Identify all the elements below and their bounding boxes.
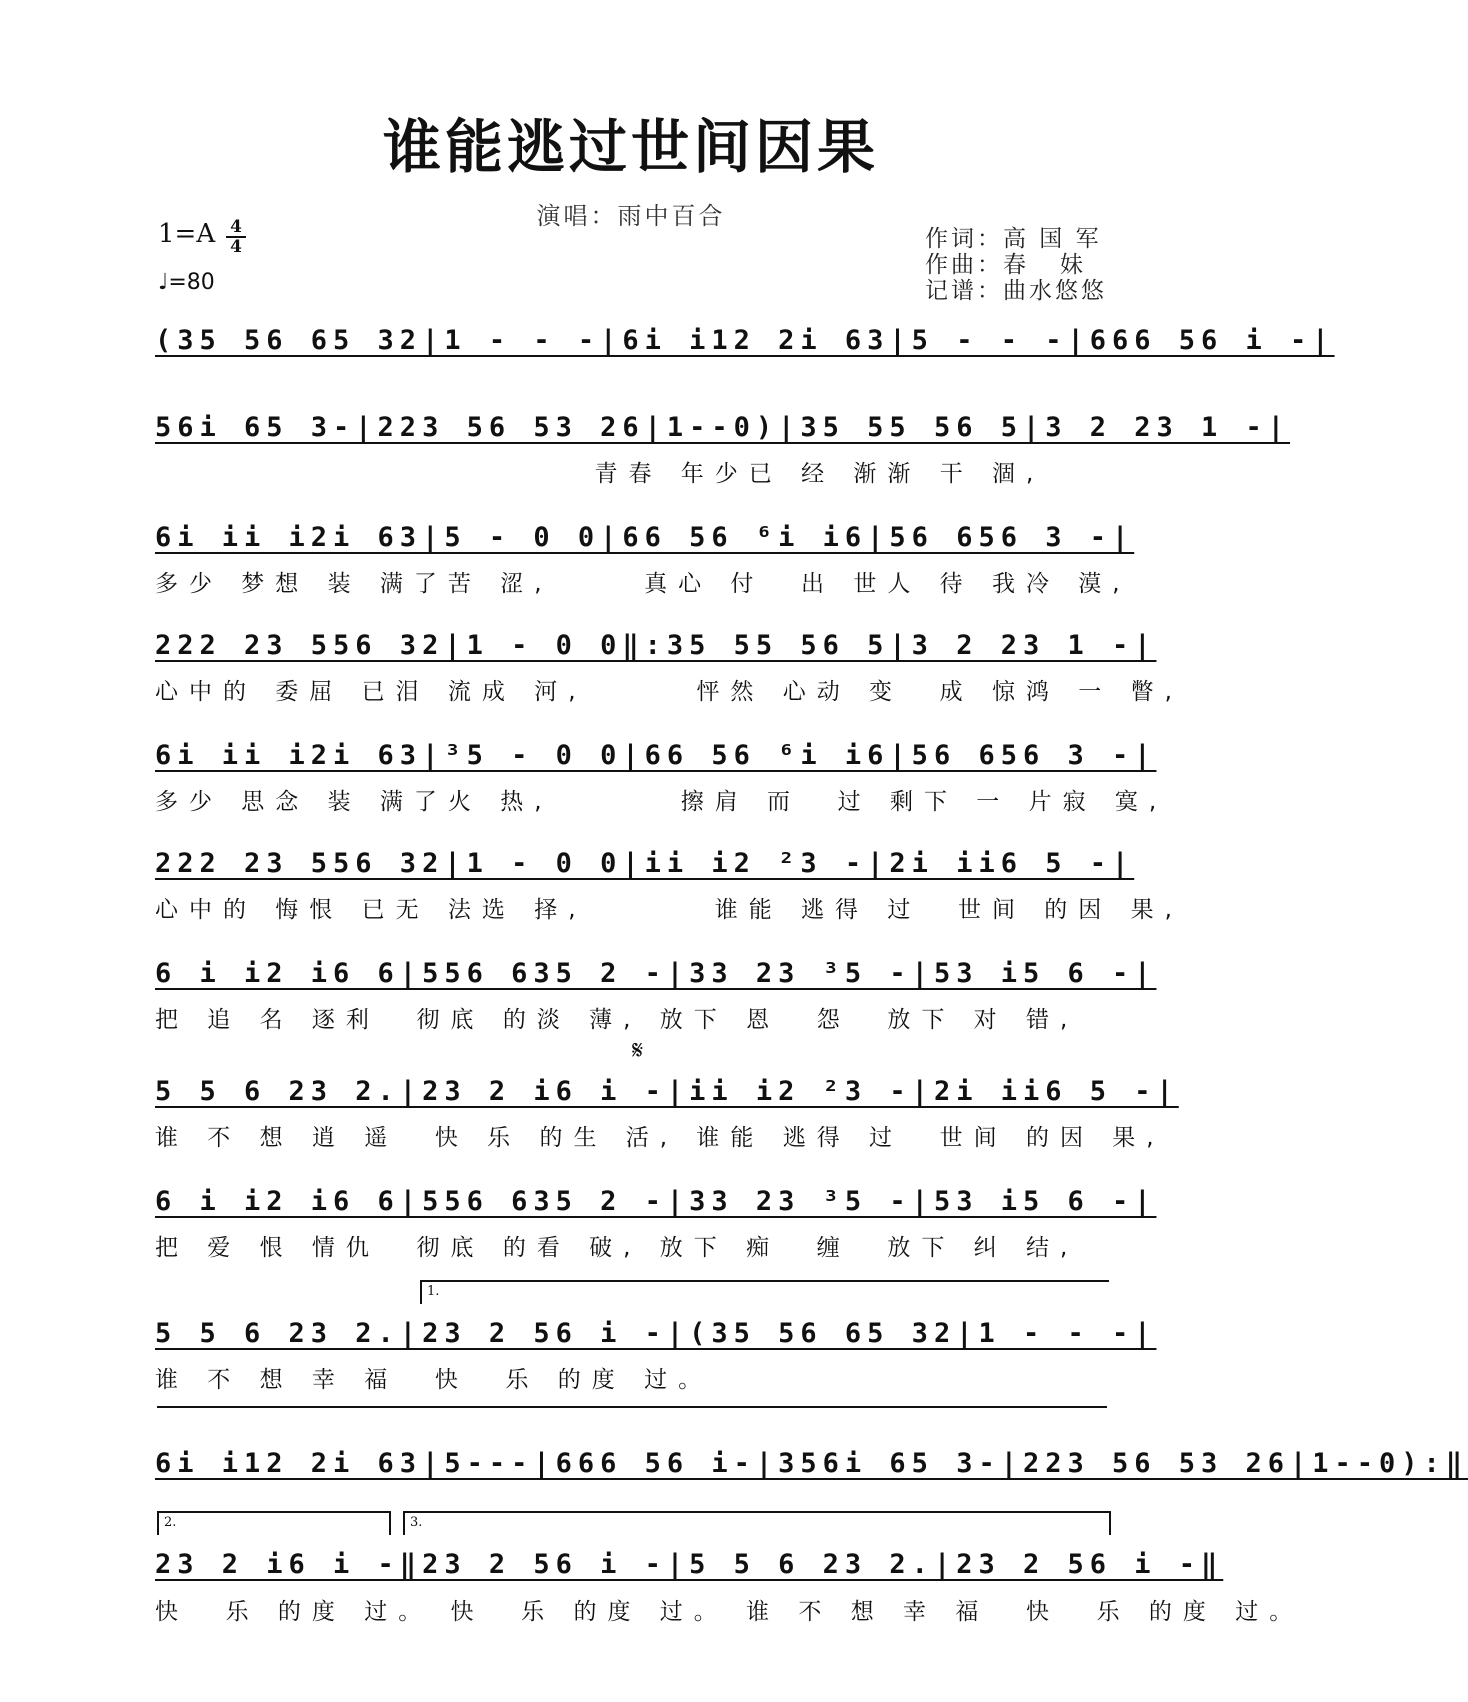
- volta-3-label: 3.: [410, 1515, 423, 1530]
- volta-1-label: 1.: [427, 1284, 440, 1299]
- lyrics-row-1: [155, 372, 1107, 404]
- notation-row-4: 222 23 556 32|1 - 0 0‖:35 55 56 5|3 2 23 1 -|: [155, 630, 1157, 661]
- volta-2: [157, 1511, 391, 1535]
- lyrics-row-7: 把 追 名 逐利 彻底 的淡 薄, 放下 恩 怨 放下 对 错,: [155, 1007, 1079, 1033]
- notation-row-5: 6i ii i2i 63|³5 - 0 0|66 56 ⁶i i6|56 656 3 -|: [155, 740, 1157, 771]
- notation-row-7: 6 i i2 i6 6|556 635 2 -|33 23 ³5 -|53 i5 6 -|: [155, 958, 1157, 989]
- notation-row-2: 56i 65 3-|223 56 53 26|1--0)|35 55 56 5|3 2 23 1 -|: [155, 412, 1291, 443]
- notation-row-6: 222 23 556 32|1 - 0 0|ii i2 ²3 -|2i ii6 5 -|: [155, 848, 1135, 879]
- notation-row-1: (35 56 65 32|1 - - -|6i i12 2i 63|5 - - -|666 56 i -|: [155, 325, 1335, 356]
- lyrics-row-9: 把 爱 恨 情仇 彻底 的看 破, 放下 痴 缠 放下 纠 结,: [155, 1235, 1079, 1261]
- notation-row-10: 5 5 6 23 2.|23 2 56 i -|(35 56 65 32|1 - - -|: [155, 1318, 1157, 1349]
- lyrics-row-5: 多少 思念 装 满了火 热, 擦肩 而 过 剩下 一 片寂 寞,: [155, 789, 1168, 815]
- lyricist-credit: 作词：高 国 军: [925, 226, 1102, 252]
- notation-row-9: 6 i i2 i6 6|556 635 2 -|33 23 ³5 -|53 i5 6 -|: [155, 1186, 1157, 1217]
- lyrics-row-12: 快 乐 的度 过。 快 乐 的度 过。 谁 不 想 幸 福 快 乐 的度 过。: [155, 1599, 1304, 1625]
- notation-row-12: 23 2 i6 i -‖23 2 56 i -|5 5 6 23 2.|23 2 56 i -‖: [155, 1549, 1224, 1580]
- time-signature-bottom: 4: [230, 237, 242, 257]
- lyrics-row-6: 心中的 悔恨 已无 法选 择, 谁能 逃得 过 世间 的因 果,: [155, 897, 1183, 923]
- volta-1: [420, 1280, 1109, 1304]
- tempo-marking: ♩=80: [158, 270, 215, 295]
- notation-row-11: 6i i12 2i 63|5---|666 56 i-|356i 65 3-|223 56 53 26|1--0):‖: [155, 1448, 1468, 1479]
- volta-2-label: 2.: [164, 1515, 177, 1530]
- credits-block: [925, 226, 1107, 304]
- time-signature-top: 4: [230, 217, 242, 237]
- lyrics-row-8: 谁 不 想 逍 遥 快 乐 的生 活, 谁能 逃得 过 世间 的因 果,: [155, 1125, 1165, 1151]
- lyrics-row-2: 青春 年少已 经 渐渐 干 涸,: [155, 461, 1045, 487]
- lyrics-row-3: 多少 梦想 装 满了苦 涩, 真心 付 出 世人 待 我冷 漠,: [155, 571, 1131, 597]
- lyrics-row-10: 谁 不 想 幸 福 快 乐 的度 过。: [155, 1367, 713, 1393]
- notation-row-8: 5 5 6 23 2.|23 2 i6 i -|ii i2 ²3 -|2i ii6 5 -|: [155, 1076, 1179, 1107]
- key-signature: 1=A: [158, 219, 216, 249]
- singer-credit: 演唱：雨中百合: [536, 202, 726, 230]
- time-signature: [224, 218, 248, 256]
- notation-row-3: 6i ii i2i 63|5 - 0 0|66 56 ⁶i i6|56 656 3 -|: [155, 522, 1135, 553]
- page-title: 谁能逃过世间因果: [382, 113, 879, 181]
- volta-3: [403, 1511, 1111, 1535]
- lyrics-row-4: 心中的 委屈 已泪 流成 河, 怦然 心动 变 成 惊鸿 一 瞥,: [155, 679, 1183, 705]
- transcriber-credit: 记谱：曲水悠悠: [925, 278, 1107, 304]
- volta-1-continuation-line: [157, 1406, 1107, 1408]
- composer-credit: 作曲：春 妹: [925, 252, 1086, 278]
- segno-sign: 𝄋: [632, 1036, 644, 1066]
